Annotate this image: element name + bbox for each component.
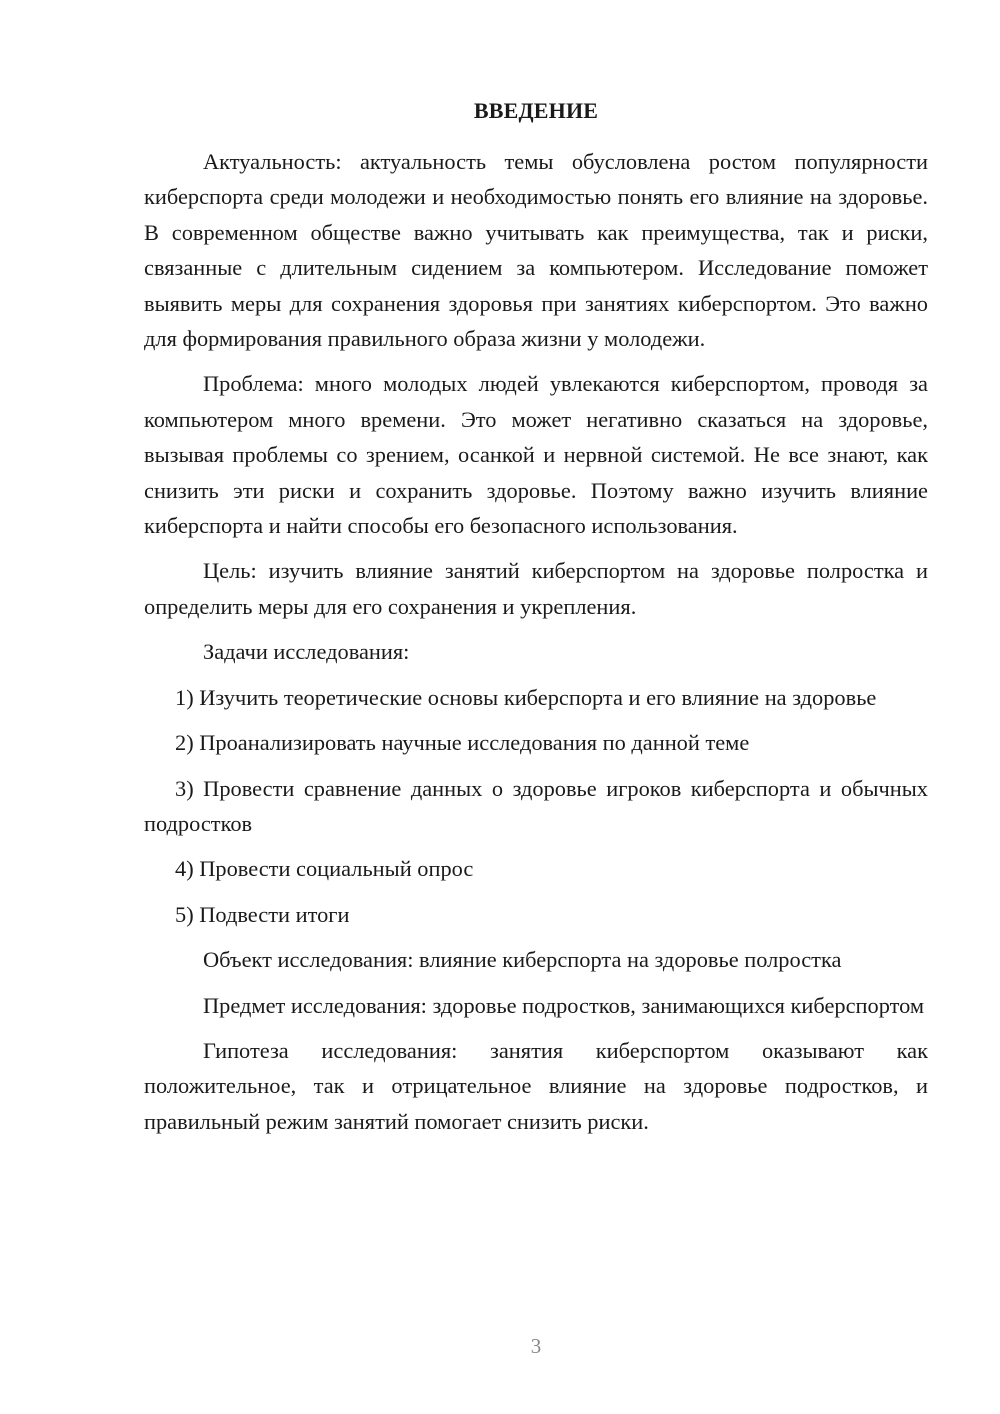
- goal-paragraph: Цель: изучить влияние занятий киберспортом на здоровье полростка и определить меры для его сохранения и укрепления.: [144, 558, 928, 619]
- document-body: [144, 144, 928, 1149]
- page-number: 3: [530, 1334, 542, 1358]
- relevance-paragraph: Актуальность: актуальность темы обусловлена ростом популярности киберспорта среди молодежи и необходимостью понять его влияние на здоровье. В современном обществе важно учитывать как преимущества, так и риски, связанные с длительным сидением за компьютером. Исследование поможет выявить меры для сохранения здоровья при занятиях киберспортом. Это важно для формирования правильного образа жизни у молодежи.: [144, 149, 928, 352]
- problem-paragraph: Проблема: много молодых людей увлекаются киберспортом, проводя за компьютером много времени. Это может негативно сказаться на здоровье, вызывая проблемы со зрением, осанкой и нервной системой. Не все знают, как снизить эти риски и сохранить здоровье. Поэтому важно изучить влияние киберспорта и найти способы его безопасного использования.: [144, 371, 928, 539]
- object-paragraph: Объект исследования: влияние киберспорта на здоровье полростка: [203, 947, 842, 973]
- document-page: [144, 0, 928, 1414]
- task-item: 5) Подвести итоги: [175, 901, 350, 927]
- task-item: 3) Провести сравнение данных о здоровье игроков киберспорта и обычных подростков: [144, 775, 928, 836]
- tasks-heading: Задачи исследования:: [203, 639, 410, 665]
- subject-paragraph: Предмет исследования: здоровье подростков, занимающихся киберспортом: [203, 992, 925, 1018]
- task-item: 2) Проанализировать научные исследования по данной теме: [175, 730, 750, 756]
- task-item: 4) Провести социальный опрос: [175, 856, 474, 882]
- hypothesis-paragraph: Гипотеза исследования: занятия киберспортом оказывают как положительное, так и отрицательное влияние на здоровье подростков, и правильный режим занятий помогает снизить риски.: [144, 1037, 928, 1134]
- section-title: ВВЕДЕНИЕ: [473, 98, 599, 123]
- task-item: 1) Изучить теоретические основы киберспорта и его влияние на здоровье: [175, 684, 877, 710]
